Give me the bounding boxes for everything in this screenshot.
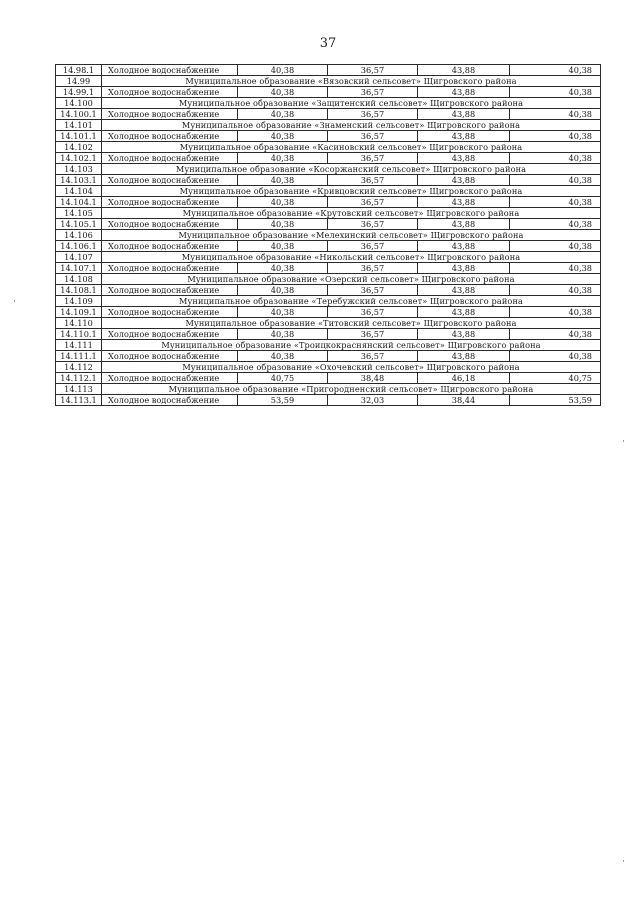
tariff-row [56,241,601,252]
tariff-value: 40,38 [238,131,328,142]
row-code: 14.108.1 [56,285,102,296]
municipality-row [56,384,601,395]
row-code: 14.103.1 [56,175,102,186]
row-code: 14.99.1 [56,87,102,98]
tariff-value: 43,88 [418,263,510,274]
tariff-value: 53,59 [510,395,601,406]
tariff-value: 40,38 [238,329,328,340]
tariff-value: 43,88 [418,87,510,98]
tariff-row [56,329,601,340]
tariff-value: 40,38 [510,329,601,340]
municipality-name: Муниципальное образование «Пригородненский сельсовет» Щигровского района [102,384,601,395]
service-name: Холодное водоснабжение [102,153,238,164]
row-code: 14.106.1 [56,241,102,252]
tariff-value: 40,75 [238,373,328,384]
tariff-value: 40,38 [238,285,328,296]
row-code: 14.101 [56,120,102,131]
tariff-row [56,395,601,406]
tariff-value: 36,57 [328,109,418,120]
row-code: 14.101.1 [56,131,102,142]
tariff-value: 43,88 [418,131,510,142]
tariff-value: 36,57 [328,219,418,230]
service-name: Холодное водоснабжение [102,373,238,384]
tariff-row [56,153,601,164]
row-code: 14.98.1 [56,65,102,76]
tariff-value: 43,88 [418,329,510,340]
municipality-row [56,296,601,307]
tariff-value: 46,18 [418,373,510,384]
tariff-value: 40,38 [510,307,601,318]
tariff-row [56,109,601,120]
tariff-value: 40,38 [238,307,328,318]
row-code: 14.112.1 [56,373,102,384]
row-code: 14.106 [56,230,102,241]
tariff-value: 40,38 [238,87,328,98]
tariff-value: 43,88 [418,351,510,362]
municipality-row [56,318,601,329]
tariff-value: 40,38 [510,285,601,296]
tariff-value: 40,38 [510,109,601,120]
service-name: Холодное водоснабжение [102,351,238,362]
page-number: 37 [319,36,337,51]
scan-artifact [14,300,15,302]
tariff-value: 38,48 [328,373,418,384]
tariff-value: 40,38 [510,263,601,274]
municipality-name: Муниципальное образование «Защитенский сельсовет» Щигровского района [102,98,601,109]
municipality-name: Муниципальное образование «Мелехинский сельсовет» Щигровского района [102,230,601,241]
row-code: 14.107 [56,252,102,263]
row-code: 14.102.1 [56,153,102,164]
tariff-value: 36,57 [328,131,418,142]
tariff-value: 43,88 [418,241,510,252]
municipality-name: Муниципальное образование «Кривцовский сельсовет» Щигровского района [102,186,601,197]
row-code: 14.110 [56,318,102,329]
table-body [56,65,601,406]
tariff-row [56,87,601,98]
tariff-table [55,64,601,406]
tariff-value: 40,38 [238,109,328,120]
municipality-name: Муниципальное образование «Касиновский сельсовет» Щигровского района [102,142,601,153]
municipality-name: Муниципальное образование «Теребужский сельсовет» Щигровского района [102,296,601,307]
service-name: Холодное водоснабжение [102,263,238,274]
tariff-row [56,263,601,274]
municipality-row [56,98,601,109]
tariff-value: 43,88 [418,285,510,296]
municipality-row [56,230,601,241]
row-code: 14.107.1 [56,263,102,274]
row-code: 14.111.1 [56,351,102,362]
municipality-name: Муниципальное образование «Охочевский сельсовет» Щигровского района [102,362,601,373]
tariff-value: 36,57 [328,241,418,252]
tariff-value: 43,88 [418,219,510,230]
row-code: 14.111 [56,340,102,351]
municipality-name: Муниципальное образование «Вязовский сельсовет» Щигровского района [102,76,601,87]
row-code: 14.109 [56,296,102,307]
row-code: 14.110.1 [56,329,102,340]
scan-artifact [623,440,624,442]
tariff-value: 36,57 [328,65,418,76]
tariff-value: 40,38 [510,197,601,208]
municipality-row [56,340,601,351]
tariff-value: 40,38 [510,87,601,98]
municipality-row [56,76,601,87]
tariff-row [56,307,601,318]
tariff-value: 36,57 [328,307,418,318]
tariff-value: 40,38 [510,65,601,76]
row-code: 14.104 [56,186,102,197]
service-name: Холодное водоснабжение [102,307,238,318]
row-code: 14.102 [56,142,102,153]
service-name: Холодное водоснабжение [102,87,238,98]
row-code: 14.105.1 [56,219,102,230]
row-code: 14.109.1 [56,307,102,318]
tariff-row [56,373,601,384]
tariff-value: 36,57 [328,285,418,296]
municipality-name: Муниципальное образование «Троицкокраснянский сельсовет» Щигровского района [102,340,601,351]
tariff-value: 36,57 [328,263,418,274]
tariff-value: 36,57 [328,87,418,98]
service-name: Холодное водоснабжение [102,65,238,76]
municipality-row [56,120,601,131]
municipality-row [56,142,601,153]
municipality-name: Муниципальное образование «Никольский сельсовет» Щигровского района [102,252,601,263]
service-name: Холодное водоснабжение [102,329,238,340]
tariff-value: 43,88 [418,175,510,186]
service-name: Холодное водоснабжение [102,285,238,296]
tariff-value: 40,38 [510,153,601,164]
tariff-row [56,351,601,362]
tariff-value: 40,38 [510,131,601,142]
row-code: 14.104.1 [56,197,102,208]
row-code: 14.108 [56,274,102,285]
row-code: 14.113.1 [56,395,102,406]
tariff-value: 40,38 [238,219,328,230]
tariff-value: 43,88 [418,307,510,318]
tariff-row [56,175,601,186]
row-code: 14.113 [56,384,102,395]
tariff-value: 43,88 [418,109,510,120]
tariff-row [56,65,601,76]
municipality-name: Муниципальное образование «Озерский сельсовет» Щигровского района [102,274,601,285]
municipality-row [56,186,601,197]
service-name: Холодное водоснабжение [102,241,238,252]
tariff-value: 32,03 [328,395,418,406]
tariff-value: 36,57 [328,329,418,340]
service-name: Холодное водоснабжение [102,197,238,208]
tariff-value: 40,38 [238,65,328,76]
tariff-value: 40,38 [510,175,601,186]
tariff-value: 40,38 [238,263,328,274]
tariff-value: 38,44 [418,395,510,406]
tariff-value: 43,88 [418,197,510,208]
municipality-name: Муниципальное образование «Титовский сельсовет» Щигровского района [102,318,601,329]
tariff-row [56,197,601,208]
tariff-value: 36,57 [328,197,418,208]
municipality-name: Муниципальное образование «Крутовский сельсовет» Щигровского района [102,208,601,219]
row-code: 14.100 [56,98,102,109]
tariff-value: 40,38 [510,241,601,252]
municipality-name: Муниципальное образование «Знаменский сельсовет» Щигровского района [102,120,601,131]
tariff-row [56,285,601,296]
municipality-row [56,252,601,263]
row-code: 14.105 [56,208,102,219]
municipality-row [56,274,601,285]
tariff-value: 40,38 [510,351,601,362]
service-name: Холодное водоснабжение [102,109,238,120]
tariff-row [56,219,601,230]
row-code: 14.100.1 [56,109,102,120]
scan-artifact [623,860,624,862]
tariff-row [56,131,601,142]
tariff-value: 40,75 [510,373,601,384]
tariff-value: 36,57 [328,351,418,362]
service-name: Холодное водоснабжение [102,219,238,230]
tariff-value: 40,38 [238,153,328,164]
tariff-value: 40,38 [238,241,328,252]
row-code: 14.99 [56,76,102,87]
row-code: 14.112 [56,362,102,373]
tariff-value: 40,38 [238,197,328,208]
municipality-name: Муниципальное образование «Косоржанский сельсовет» Щигровского района [102,164,601,175]
tariff-value: 40,38 [238,175,328,186]
tariff-value: 53,59 [238,395,328,406]
tariff-value: 36,57 [328,175,418,186]
tariff-value: 40,38 [238,351,328,362]
tariff-value: 40,38 [510,219,601,230]
service-name: Холодное водоснабжение [102,395,238,406]
service-name: Холодное водоснабжение [102,131,238,142]
municipality-row [56,164,601,175]
tariff-value: 43,88 [418,65,510,76]
service-name: Холодное водоснабжение [102,175,238,186]
municipality-row [56,208,601,219]
municipality-row [56,362,601,373]
row-code: 14.103 [56,164,102,175]
tariff-value: 36,57 [328,153,418,164]
tariff-value: 43,88 [418,153,510,164]
